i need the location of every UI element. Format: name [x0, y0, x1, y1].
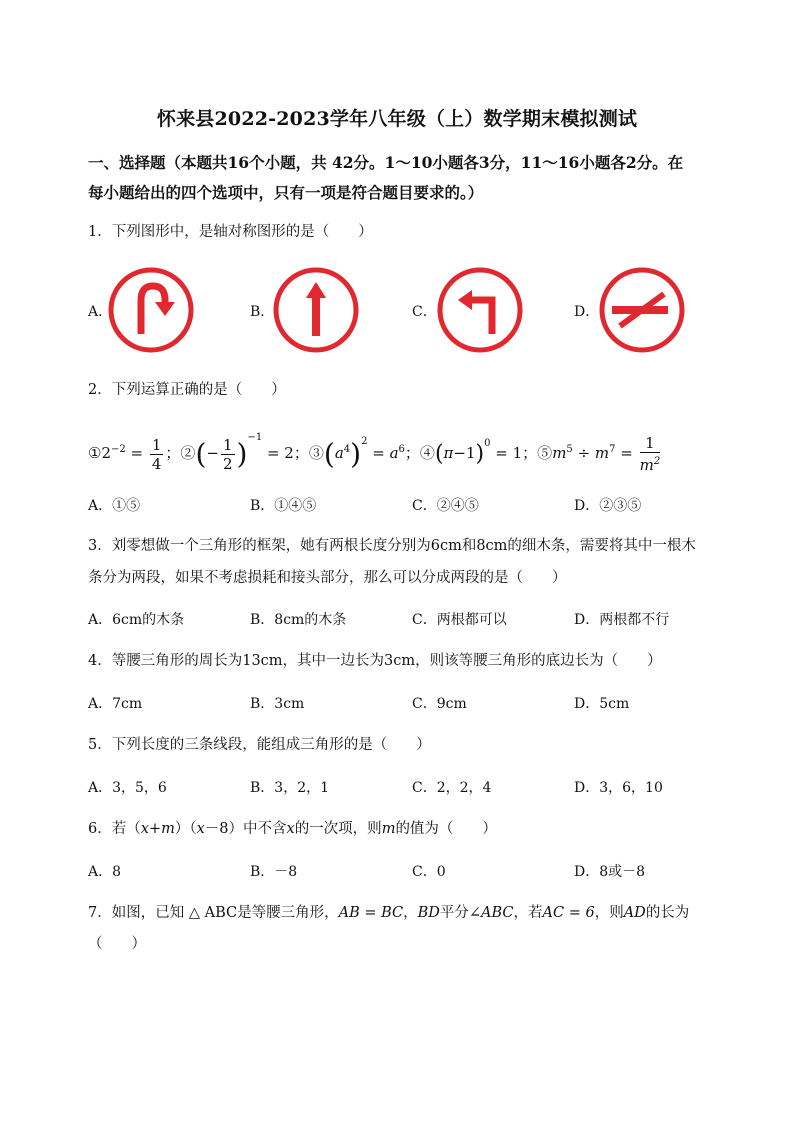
- item-5-marker: ⑤: [537, 444, 553, 462]
- q6-text-5: 的值为（ ）: [395, 821, 497, 837]
- q2-option-a: A．①⑤: [88, 498, 141, 514]
- u-turn-sign-icon: [107, 266, 195, 354]
- q7-math-bd: BD: [417, 905, 440, 921]
- q6-option-d: D．8或－8: [574, 864, 646, 880]
- q6-option-c: C．0: [412, 864, 446, 880]
- q1-option-c-label: C．: [412, 304, 437, 320]
- question-1-stem: 1．下列图形中，是轴对称图形的是（ ）: [88, 224, 373, 240]
- item-3-marker: ③: [308, 444, 324, 462]
- q5-option-d: D．3，6，10: [574, 780, 663, 796]
- item-2-exponent: −1: [247, 432, 263, 443]
- q6-text-4: 的一次项，则: [294, 821, 382, 837]
- q4-option-b: B．3cm: [250, 696, 305, 712]
- q7-math-ac: AC = 6: [542, 905, 595, 921]
- item-4-result: = 1: [495, 444, 523, 462]
- q3-option-b: B．8cm的木条: [250, 612, 347, 628]
- q2-option-d: D．②③⑤: [574, 498, 642, 514]
- q5-option-b: B．3，2，1: [250, 780, 330, 796]
- q7-math-ad: AD: [623, 905, 646, 921]
- question-5-stem: 5．下列长度的三条线段，能组成三角形的是（ ）: [88, 737, 431, 753]
- item-5-fraction: [640, 434, 661, 474]
- question-7-line-1: [88, 903, 689, 923]
- question-2-stem: 2．下列运算正确的是（ ）: [88, 382, 286, 398]
- question-3-line-1: 3．刘零想做一个三角形的框架，她有两根长度分别为6cm和8cm的细木条，需要将其中一根木: [88, 538, 696, 554]
- item-5-numerator: 1: [640, 434, 661, 453]
- q3-option-a: A．6cm的木条: [88, 612, 185, 628]
- q4-option-c: C．9cm: [412, 696, 467, 712]
- q7-text-6: 的长为: [645, 905, 690, 921]
- item-2-marker: ②: [180, 444, 196, 462]
- q1-option-a-label: A．: [88, 304, 113, 320]
- no-crossing-sign-icon: [598, 266, 686, 354]
- q1-option-b-label: B．: [250, 304, 275, 320]
- item-1-exponent: −2: [111, 444, 126, 455]
- item-2-fraction: [221, 436, 235, 473]
- item-1-base: 2: [101, 444, 111, 462]
- item-1-marker: ①: [88, 444, 102, 462]
- q6-text-2: ）（: [174, 821, 197, 837]
- q4-option-d: D．5cm: [574, 696, 630, 712]
- q4-option-a: A．7cm: [88, 696, 143, 712]
- q6-var-x: x: [140, 821, 149, 837]
- item-1-denominator: 4: [151, 454, 162, 473]
- q7-text-4: ，若: [513, 905, 543, 921]
- page-title: 怀来县2022-2023学年八年级（上）数学期末模拟测试: [156, 108, 638, 130]
- q7-math-angle: ∠ABC: [468, 905, 514, 921]
- item-2-numerator: 1: [222, 435, 233, 454]
- question-7-line-2: （ ）: [88, 936, 146, 952]
- question-3-line-2: 条分为两段，如果不考虑损耗和接头部分，那么可以分成两段的是（ ）: [88, 570, 567, 586]
- q6-text-3: －8）中不含: [204, 821, 287, 837]
- item-5-denominator: $m^2$: [639, 456, 661, 474]
- q6-var-x-2: x: [196, 821, 205, 837]
- q7-text-3: 平分: [439, 905, 469, 921]
- section-line-1: 一、选择题（本题共16个小题，共 42分。1～10小题各3分，11～16小题各2分。在: [88, 153, 684, 172]
- q6-option-a: A．8: [88, 864, 122, 880]
- q6-text-1: 6．若（: [88, 821, 141, 837]
- q1-option-d-label: D．: [574, 304, 600, 320]
- q6-option-b: B．－8: [250, 864, 298, 880]
- q2-option-c: C．②④⑤: [412, 498, 479, 514]
- item-3-result-exponent: 6: [398, 444, 405, 455]
- q7-text-2: ，: [403, 905, 418, 921]
- item-1-fraction: [150, 436, 164, 473]
- q6-var-x-3: x: [286, 821, 295, 837]
- item-1-numerator: 1: [151, 435, 162, 454]
- q6-var-m: m: [161, 821, 175, 837]
- q3-option-d: D．两根都不行: [574, 612, 670, 628]
- straight-ahead-sign-icon: [272, 266, 360, 354]
- q6-var-m-2: m: [381, 821, 396, 837]
- q5-option-a: A．3，5，6: [88, 780, 167, 796]
- item-5-denominator-base: m: [639, 456, 654, 474]
- q7-text-1: 7．如图，已知 △ ABC是等腰三角形，: [88, 905, 339, 921]
- section-line-2: 每小题给出的四个选项中，只有一项是符合题目要求的。）: [88, 183, 484, 202]
- q3-option-c: C．两根都可以: [412, 612, 507, 628]
- q7-math-ab-bc: AB = BC: [338, 905, 404, 921]
- question-6-stem: [88, 819, 497, 839]
- question-2-expressions: $①2^{-2}$ = $\frac{1}{4}$ ；②(− $\frac{1}{2}$ )$^{-1}$ = 2；$③(a^4)^2 = a^6$；$④(\pi-1)^0 = 1$；$⑤m^5 \div m^7$ = $\frac{1}{m^2}$: [88, 432, 661, 474]
- q5-option-c: C．2，2，4: [412, 780, 492, 796]
- item-2-denominator: 2: [222, 454, 233, 473]
- section-heading: [88, 148, 718, 208]
- q7-text-5: ，则: [594, 905, 624, 921]
- q2-option-b: B．①④⑤: [250, 498, 317, 514]
- item-4-marker: ④: [419, 444, 435, 462]
- q6-plus: +: [148, 821, 162, 837]
- item-2-result: = 2: [266, 444, 294, 462]
- question-4-stem: 4．等腰三角形的周长为13cm，其中一边长为3cm，则该等腰三角形的底边长为（ ）: [88, 653, 662, 669]
- left-turn-sign-icon: [436, 266, 524, 354]
